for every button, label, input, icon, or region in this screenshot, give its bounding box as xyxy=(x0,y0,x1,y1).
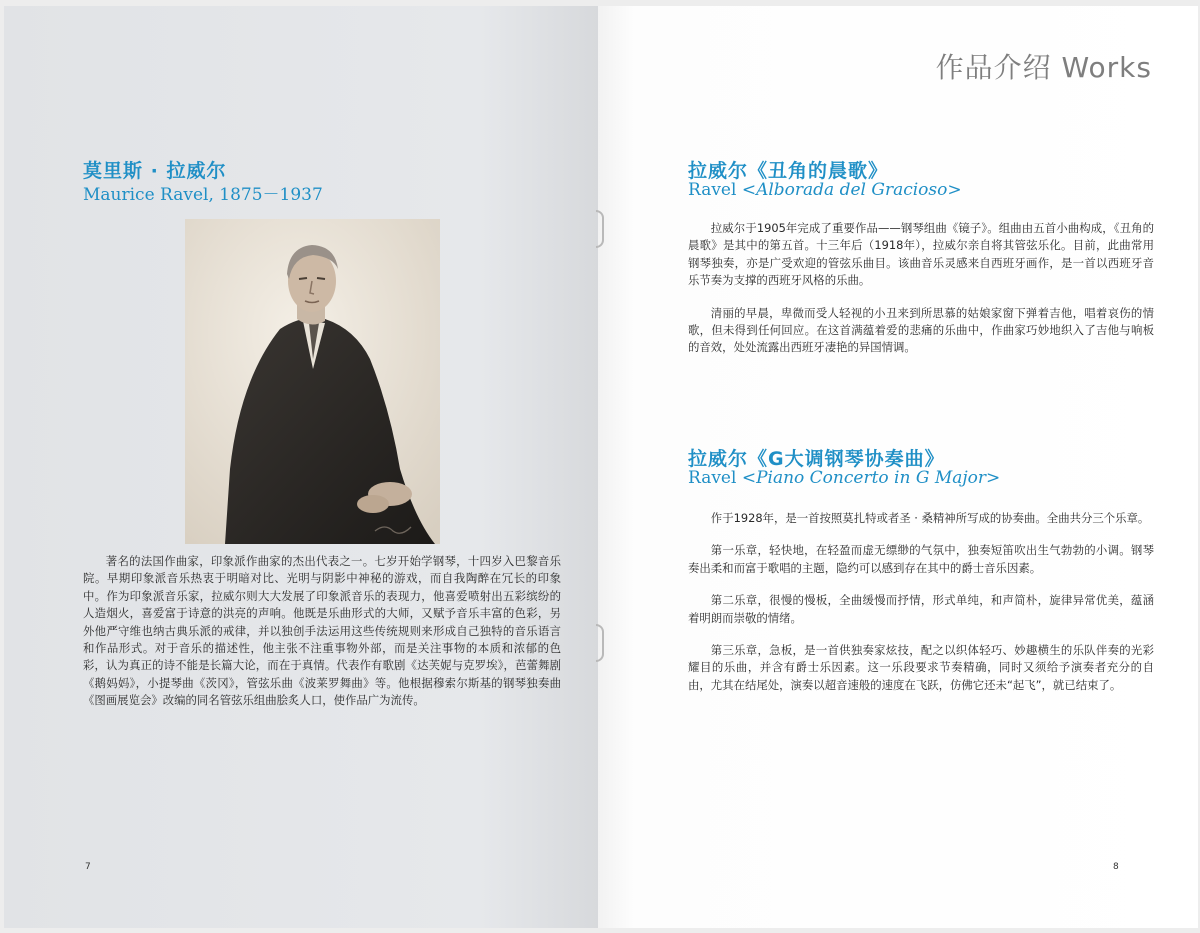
right-page xyxy=(598,6,1198,928)
composer-portrait xyxy=(185,219,440,544)
work2-paragraph-3: 第二乐章，很慢的慢板，全曲缓慢而抒情，形式单纯，和声简朴，旋律异常优美，蕴涵着明朗而崇敬的情绪。 xyxy=(688,593,1154,625)
staple-bottom xyxy=(596,624,604,662)
portrait-illustration xyxy=(185,219,440,544)
work1-title-cn: 拉威尔《丑角的晨歌》 xyxy=(688,160,889,182)
work1-paragraph-1: 拉威尔于1905年完成了重要作品——钢琴组曲《镜子》。组曲由五首小曲构成，《丑角的晨歌》是其中的第五首。十三年后（1918年），拉威尔亲自将其管弦乐化。目前，此曲常用钢琴独奏，亦是广受欢迎的管弦乐曲目。该曲音乐灵感来自西班牙画作，是一首以西班牙音乐节奏为支撑的西班牙风格的乐曲。 xyxy=(688,221,1154,288)
bio-paragraph: 著名的法国作曲家，印象派作曲家的杰出代表之一。七岁开始学钢琴，十四岁入巴黎音乐院。早期印象派音乐热衷于明暗对比、光明与阴影中神秘的游戏，而自我陶醉在冗长的印象中。作为印象派音乐家，拉威尔则大大发展了印象派音乐的表现力，他喜爱喷射出五彩缤纷的人造烟火，喜爱富于诗意的洪亮的声响。他既是乐曲形式的大师，又赋予音乐丰富的色彩，另外他严守维也纳古典乐派的戒律，并以独创手法运用这些传统规则来形成自己独特的音乐语言和作品形式。对于音乐的描述性，他主张不注重事物外部，而是关注事物的本质和浓郁的色彩，认为真正的诗不能是长篇大论，而在于真情。代表作有歌剧《达芙妮与克罗埃》，芭蕾舞剧《鹅妈妈》，小提琴曲《茨冈》，管弦乐曲《波莱罗舞曲》等。他根据穆索尔斯基的钢琴独奏曲《图画展览会》改编的同名管弦乐组曲脍炙人口，使作品广为流传。 xyxy=(83,554,561,708)
work1-description xyxy=(688,220,1154,372)
page-number-left: 7 xyxy=(85,862,91,872)
composer-name-en: Maurice Ravel, 1875－1937 xyxy=(83,185,323,205)
work1-paragraph-2: 清丽的早晨，卑微而受人轻视的小丑来到所思慕的姑娘家窗下弹着吉他，唱着哀伤的情歌，但未得到任何回应。在这首满蕴着爱的悲痛的乐曲中，作曲家巧妙地织入了吉他与响板的音效，处处流露出西班牙凄艳的异国情调。 xyxy=(688,305,1154,355)
booklet-spread xyxy=(4,6,1198,928)
section-header: 作品介绍 Works xyxy=(935,51,1152,84)
work2-title-en-suffix: > xyxy=(986,468,1001,488)
work1-title-en-prefix: Ravel < xyxy=(688,180,757,200)
staple-top xyxy=(596,210,604,248)
work2-title-en-italic: Piano Concerto in G Major xyxy=(756,468,986,488)
work1-title-en xyxy=(688,180,962,200)
work2-title-en-prefix: Ravel < xyxy=(688,468,757,488)
work1-title-en-italic: Alborada del Gracioso xyxy=(756,180,948,200)
work2-paragraph-1: 作于1928年，是一首按照莫扎特或者圣 · 桑精神所写成的协奏曲。全曲共分三个乐章。 xyxy=(710,511,1150,525)
work2-title-en xyxy=(688,468,1000,488)
work2-description xyxy=(688,510,1154,709)
work1-title-en-suffix: > xyxy=(947,180,962,200)
work2-paragraph-4: 第三乐章，急板，是一首供独奏家炫技，配之以织体轻巧、妙趣横生的乐队伴奏的光彩耀目的乐曲，并含有爵士乐因素。这一乐段要求节奏精确，同时又须给予演奏者充分的自由，尤其在结尾处，演奏以超音速般的速度在飞跃，仿佛它还未“起飞”，就已结束了。 xyxy=(688,643,1154,692)
composer-biography xyxy=(83,553,561,725)
composer-name-cn: 莫里斯 · 拉威尔 xyxy=(83,160,227,182)
work2-paragraph-2: 第一乐章，轻快地，在轻盈而虚无缥缈的气氛中，独奏短笛吹出生气勃勃的小调。钢琴奏出柔和而富于歌唱的主题，隐约可以感到存在其中的爵士音乐因素。 xyxy=(688,543,1154,575)
work2-title-cn: 拉威尔《G大调钢琴协奏曲》 xyxy=(688,448,945,470)
page-number-right: 8 xyxy=(1113,862,1119,872)
left-page xyxy=(4,6,598,928)
